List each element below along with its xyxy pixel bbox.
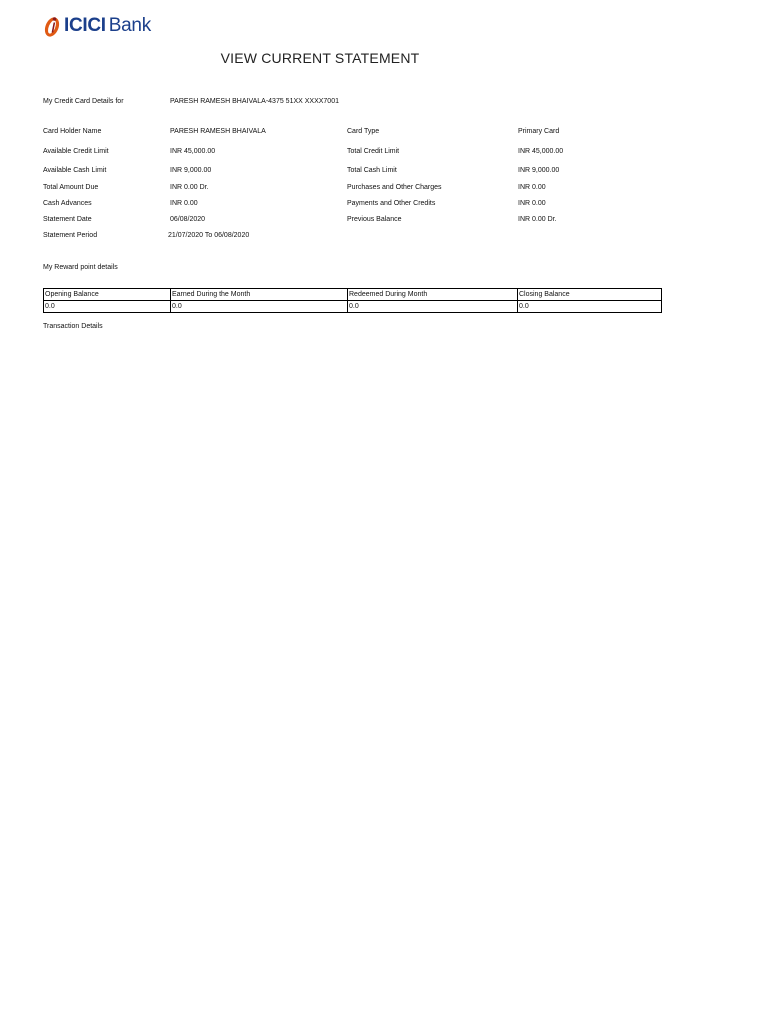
available-cash-limit-label: Available Cash Limit — [43, 167, 107, 174]
total-credit-limit-label: Total Credit Limit — [347, 148, 400, 155]
logo-text-icici: ICICI — [64, 15, 106, 36]
total-cash-limit-value: INR 9,000.00 — [518, 167, 560, 174]
purchases-other-charges-value: INR 0.00 — [518, 184, 546, 191]
payments-other-credits-label: Payments and Other Credits — [347, 200, 436, 207]
closing-balance-header: Closing Balance — [518, 289, 662, 301]
previous-balance-label: Previous Balance — [347, 216, 402, 223]
card-type-value: Primary Card — [518, 128, 560, 135]
total-amount-due-label: Total Amount Due — [43, 184, 99, 191]
card-details-value: PARESH RAMESH BHAIVALA-4375 51XX XXXX7001 — [170, 98, 339, 105]
reward-value-row — [44, 301, 662, 313]
payments-other-credits-value: INR 0.00 — [518, 200, 546, 207]
icici-emblem-icon — [42, 13, 62, 39]
earned-during-month-value: 0.0 — [171, 301, 348, 313]
statement-period-label: Statement Period — [43, 232, 98, 239]
statement-date-value: 06/08/2020 — [170, 216, 206, 223]
icici-bank-logo — [42, 12, 151, 40]
redeemed-during-month-header: Redeemed During Month — [348, 289, 518, 301]
opening-balance-value: 0.0 — [44, 301, 171, 313]
cash-advances-value: INR 0.00 — [170, 200, 198, 207]
available-credit-limit-label: Available Credit Limit — [43, 148, 109, 155]
card-type-label: Card Type — [347, 128, 380, 135]
total-cash-limit-label: Total Cash Limit — [347, 167, 397, 174]
total-credit-limit-value: INR 45,000.00 — [518, 148, 564, 155]
reward-points-heading: My Reward point details — [43, 264, 118, 271]
card-holder-name-label: Card Holder Name — [43, 128, 102, 135]
available-cash-limit-value: INR 9,000.00 — [170, 167, 212, 174]
reward-points-table — [43, 288, 662, 313]
closing-balance-value: 0.0 — [518, 301, 662, 313]
statement-date-label: Statement Date — [43, 216, 92, 223]
statement-period-value: 21/07/2020 To 06/08/2020 — [168, 232, 250, 239]
card-details-label: My Credit Card Details for — [43, 98, 124, 105]
available-credit-limit-value: INR 45,000.00 — [170, 148, 216, 155]
total-amount-due-value: INR 0.00 Dr. — [170, 184, 209, 191]
logo-text-bank: Bank — [108, 15, 151, 36]
transaction-details-heading: Transaction Details — [43, 323, 103, 330]
previous-balance-value: INR 0.00 Dr. — [518, 216, 557, 223]
redeemed-during-month-value: 0.0 — [348, 301, 518, 313]
purchases-other-charges-label: Purchases and Other Charges — [347, 184, 442, 191]
logo-wordmark — [64, 15, 151, 37]
cash-advances-label: Cash Advances — [43, 200, 92, 207]
reward-header-row — [44, 289, 662, 301]
page-title: VIEW CURRENT STATEMENT — [220, 50, 420, 66]
card-holder-name-value: PARESH RAMESH BHAIVALA — [170, 128, 266, 135]
opening-balance-header: Opening Balance — [44, 289, 171, 301]
earned-during-month-header: Earned During the Month — [171, 289, 348, 301]
